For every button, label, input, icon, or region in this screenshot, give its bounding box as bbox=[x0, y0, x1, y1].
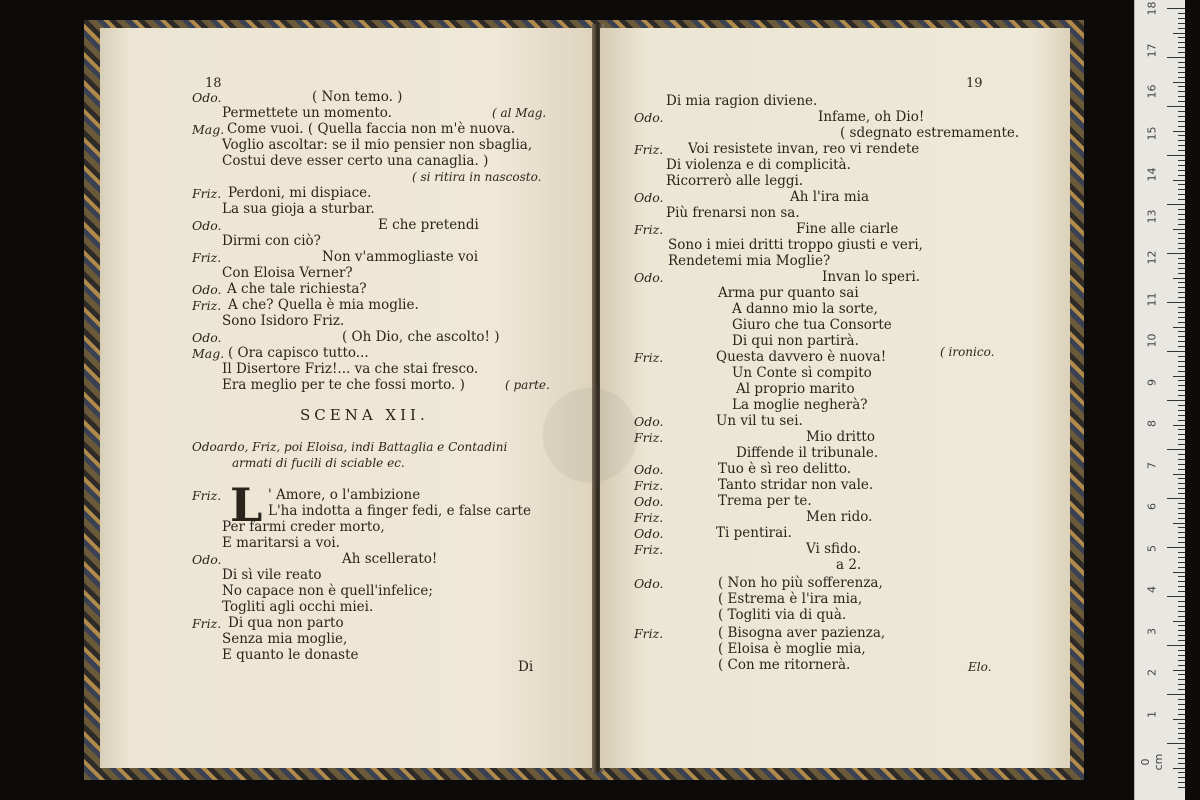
ruler-tick bbox=[1178, 488, 1185, 489]
ruler-tick bbox=[1178, 630, 1185, 631]
speaker-label: Friz. bbox=[634, 430, 664, 445]
ruler-tick bbox=[1178, 62, 1185, 63]
ruler-tick bbox=[1178, 371, 1185, 372]
ruler-tick bbox=[1178, 429, 1185, 430]
ruler-tick bbox=[1178, 655, 1185, 656]
verse-line: Senza mia moglie, bbox=[222, 631, 348, 647]
ruler-tick bbox=[1178, 640, 1185, 641]
ruler-tick bbox=[1178, 341, 1185, 342]
ruler-tick bbox=[1178, 483, 1185, 484]
verse-line: ' Amore, o l'ambizione bbox=[268, 487, 421, 503]
speaker-label: Friz. bbox=[634, 510, 664, 525]
verse-line: Perdoni, mi dispiace. bbox=[228, 185, 372, 201]
speaker-label: Odo. bbox=[192, 552, 222, 567]
verse-line: Ti pentirai. bbox=[716, 525, 792, 541]
ruler-tick bbox=[1178, 18, 1185, 19]
ruler-tick bbox=[1173, 474, 1185, 475]
ruler-tick bbox=[1178, 380, 1185, 381]
verse-line: Come vuoi. ( Quella faccia non m'è nuova. bbox=[227, 121, 516, 137]
ruler-tick bbox=[1178, 287, 1185, 288]
ruler-tick bbox=[1178, 542, 1185, 543]
ruler-tick bbox=[1178, 150, 1185, 151]
ruler-number: 3 bbox=[1145, 627, 1159, 635]
ruler-tick bbox=[1178, 527, 1185, 528]
speaker-label: Friz. bbox=[192, 488, 222, 503]
ruler-tick bbox=[1178, 140, 1185, 141]
ruler-tick bbox=[1178, 233, 1185, 234]
ruler-tick bbox=[1178, 86, 1185, 87]
verse-line: Ricorrerò alle leggi. bbox=[666, 173, 804, 189]
ruler-tick bbox=[1167, 302, 1185, 303]
catchword: Di bbox=[518, 659, 534, 675]
catchword: Elo. bbox=[968, 660, 992, 674]
ruler-tick bbox=[1178, 356, 1185, 357]
stage-direction: ( si ritira in nascosto. bbox=[412, 170, 542, 184]
verse-line: Voi resistete invan, reo vi rendete bbox=[688, 141, 920, 157]
ruler-tick bbox=[1178, 434, 1185, 435]
ruler-tick bbox=[1173, 572, 1185, 573]
ruler-tick bbox=[1173, 376, 1185, 377]
ruler-tick bbox=[1178, 405, 1185, 406]
ruler-tick bbox=[1178, 248, 1185, 249]
ruler-tick bbox=[1178, 312, 1185, 313]
speaker-label: Friz. bbox=[192, 186, 222, 201]
ruler-tick bbox=[1178, 444, 1185, 445]
verse-line: Costui deve esser certo una canaglia. ) bbox=[222, 153, 489, 169]
verse-line: Un vil tu sei. bbox=[716, 413, 803, 429]
ruler-tick bbox=[1167, 547, 1185, 548]
verse-line: Men rido. bbox=[806, 509, 873, 525]
speaker-label: Friz. bbox=[634, 350, 664, 365]
ruler-tick bbox=[1173, 425, 1185, 426]
verse-line: ( Non ho più sofferenza, bbox=[718, 575, 883, 591]
speaker-label: Friz. bbox=[192, 616, 222, 631]
scene-title: SCENA XII. bbox=[300, 406, 429, 424]
ruler-tick bbox=[1178, 42, 1185, 43]
ruler-tick bbox=[1178, 689, 1185, 690]
ruler-tick bbox=[1167, 351, 1185, 352]
ruler-tick bbox=[1178, 552, 1185, 553]
ruler-tick bbox=[1178, 116, 1185, 117]
ruler-tick bbox=[1178, 684, 1185, 685]
speaker-label: Odo. bbox=[634, 110, 664, 125]
speaker-label: Friz. bbox=[192, 250, 222, 265]
ruler-tick bbox=[1178, 748, 1185, 749]
ruler-tick bbox=[1178, 714, 1185, 715]
speaker-label: Odo. bbox=[634, 414, 664, 429]
ruler-tick bbox=[1167, 645, 1185, 646]
verse-line: E quanto le donaste bbox=[222, 647, 359, 663]
verse-line: ( Oh Dio, che ascolto! ) bbox=[342, 329, 500, 345]
ruler-tick bbox=[1178, 243, 1185, 244]
ruler-tick bbox=[1167, 400, 1185, 401]
ruler-tick bbox=[1178, 679, 1185, 680]
ruler-tick bbox=[1178, 346, 1185, 347]
ruler-tick bbox=[1178, 175, 1185, 176]
verse-line: ( Con me ritornerà. bbox=[718, 657, 851, 673]
ruler-tick bbox=[1173, 719, 1185, 720]
speaker-label: Odo. bbox=[192, 330, 222, 345]
ruler-tick bbox=[1178, 763, 1185, 764]
ruler-tick bbox=[1178, 336, 1185, 337]
ruler-tick bbox=[1178, 704, 1185, 705]
ruler-tick bbox=[1178, 67, 1185, 68]
ruler-tick bbox=[1178, 723, 1185, 724]
verse-line: Dirmi con ciò? bbox=[222, 233, 321, 249]
ruler-tick bbox=[1178, 493, 1185, 494]
ruler-tick bbox=[1178, 772, 1185, 773]
verse-line: E maritarsi a voi. bbox=[222, 535, 340, 551]
ruler-tick bbox=[1178, 307, 1185, 308]
page-number: 19 bbox=[966, 76, 983, 91]
verse-line: L'ha indotta a finger fedi, e false carte bbox=[268, 503, 531, 519]
verse-line: Arma pur quanto sai bbox=[718, 285, 859, 301]
ruler-tick bbox=[1178, 184, 1185, 185]
ruler-number: 18 bbox=[1145, 1, 1159, 16]
ruler-tick bbox=[1178, 111, 1185, 112]
speaker-label: Friz. bbox=[634, 626, 664, 641]
ruler-tick bbox=[1178, 635, 1185, 636]
verse-line: Togliti agli occhi miei. bbox=[222, 599, 374, 615]
speaker-label: Friz. bbox=[634, 142, 664, 157]
ruler-tick bbox=[1178, 665, 1185, 666]
verse-line: ( Ora capisco tutto... bbox=[228, 345, 369, 361]
ruler-number: 6 bbox=[1145, 503, 1159, 510]
ruler-tick bbox=[1167, 694, 1185, 695]
ruler-tick bbox=[1178, 135, 1185, 136]
ruler-tick bbox=[1167, 57, 1185, 58]
ruler-tick bbox=[1173, 180, 1185, 181]
ruler-number: 11 bbox=[1145, 292, 1159, 306]
ruler-tick bbox=[1178, 557, 1185, 558]
speaker-label: Friz. bbox=[192, 298, 222, 313]
ruler-tick bbox=[1178, 292, 1185, 293]
ruler-tick bbox=[1178, 567, 1185, 568]
stage-direction: ( ironico. bbox=[940, 345, 995, 359]
ruler-tick bbox=[1173, 327, 1185, 328]
ruler-tick bbox=[1178, 77, 1185, 78]
ruler-tick bbox=[1167, 155, 1185, 156]
verse-line: Di qui non partirà. bbox=[732, 333, 859, 349]
ruler-tick bbox=[1178, 459, 1185, 460]
ruler-tick bbox=[1178, 616, 1185, 617]
ruler-tick bbox=[1178, 52, 1185, 53]
ruler-tick bbox=[1178, 385, 1185, 386]
ruler-tick bbox=[1173, 82, 1185, 83]
verse-line: Ah scellerato! bbox=[342, 551, 438, 567]
verse-line: Rendetemi mia Moglie? bbox=[668, 253, 831, 269]
verse-line: Tuo è sì reo delitto. bbox=[718, 461, 852, 477]
ruler-tick bbox=[1173, 278, 1185, 279]
ruler-tick bbox=[1178, 28, 1185, 29]
verse-line: Con Eloisa Verner? bbox=[222, 265, 353, 281]
verse-line: Ah l'ira mia bbox=[790, 189, 870, 205]
verse-line: A danno mio la sorte, bbox=[732, 301, 878, 317]
verse-line: Giuro che tua Consorte bbox=[732, 317, 892, 333]
verse-line: Questa davvero è nuova! bbox=[716, 349, 887, 365]
ruler-tick bbox=[1167, 253, 1185, 254]
speaker-label: Odo. bbox=[192, 218, 222, 233]
verse-line: Più frenarsi non sa. bbox=[666, 205, 800, 221]
verse-line: Di violenza e di complicità. bbox=[666, 157, 851, 173]
ruler-number: 5 bbox=[1145, 544, 1159, 552]
ruler-number: 14 bbox=[1145, 167, 1159, 182]
verse-line: Vi sfido. bbox=[806, 541, 861, 557]
ruler-tick bbox=[1178, 91, 1185, 92]
verse-line: Tanto stridar non vale. bbox=[718, 477, 874, 493]
ruler-tick bbox=[1178, 331, 1185, 332]
verse-line: ( sdegnato estremamente. bbox=[840, 125, 1020, 141]
ruler-tick bbox=[1178, 189, 1185, 190]
ruler-tick bbox=[1178, 758, 1185, 759]
ruler-number: 8 bbox=[1145, 420, 1159, 427]
verse-line: A che? Quella è mia moglie. bbox=[228, 297, 419, 313]
verse-line: Il Disertore Friz!... va che stai fresco. bbox=[222, 361, 479, 377]
speaker-label: Odo. bbox=[634, 576, 664, 591]
ruler-number: 4 bbox=[1145, 586, 1159, 593]
ruler-tick bbox=[1178, 47, 1185, 48]
ruler-tick bbox=[1178, 170, 1185, 171]
scene-cast-line: armati di fucili di sciable ec. bbox=[232, 456, 405, 470]
speaker-label: Odo. bbox=[634, 462, 664, 477]
ruler-number: 12 bbox=[1145, 250, 1159, 265]
ruler-tick bbox=[1178, 282, 1185, 283]
ruler-tick bbox=[1178, 194, 1185, 195]
ruler-number: 1 bbox=[1145, 710, 1159, 718]
ruler-number: 13 bbox=[1145, 209, 1159, 223]
speaker-label: Friz. bbox=[634, 222, 664, 237]
ruler-tick bbox=[1178, 503, 1185, 504]
verse-line: Al proprio marito bbox=[736, 381, 855, 397]
verse-line: ( Eloisa è moglie mia, bbox=[718, 641, 866, 657]
verse-line: Di mia ragion diviene. bbox=[666, 93, 818, 109]
ruler-tick bbox=[1167, 498, 1185, 499]
ruler-tick bbox=[1178, 160, 1185, 161]
ruler-tick bbox=[1178, 415, 1185, 416]
ruler-tick bbox=[1178, 738, 1185, 739]
library-watermark bbox=[500, 360, 680, 510]
ruler-tick bbox=[1178, 782, 1185, 783]
speaker-label: Friz. bbox=[634, 542, 664, 557]
speaker-label: Mag. bbox=[192, 346, 225, 361]
verse-line: Diffende il tribunale. bbox=[736, 445, 879, 461]
speaker-label: Odo. bbox=[634, 190, 664, 205]
ruler-tick bbox=[1173, 768, 1185, 769]
ruler-number: 0 cm bbox=[1139, 753, 1165, 771]
ruler-tick bbox=[1178, 219, 1185, 220]
ruler-tick bbox=[1178, 366, 1185, 367]
ruler-tick bbox=[1178, 238, 1185, 239]
ruler-tick bbox=[1178, 224, 1185, 225]
ruler-tick bbox=[1178, 322, 1185, 323]
verse-line: Trema per te. bbox=[718, 493, 812, 509]
ruler-tick bbox=[1178, 395, 1185, 396]
ruler-tick bbox=[1178, 317, 1185, 318]
verse-line: ( Bisogna aver pazienza, bbox=[718, 625, 886, 641]
ruler-tick bbox=[1167, 8, 1185, 9]
speaker-label: Odo. bbox=[634, 494, 664, 509]
verse-line: Permettete un momento. bbox=[222, 105, 392, 121]
verse-line: Invan lo speri. bbox=[822, 269, 921, 285]
ruler-number: 17 bbox=[1145, 43, 1159, 57]
ruler-tick bbox=[1178, 37, 1185, 38]
ruler-tick bbox=[1178, 591, 1185, 592]
ruler-number: 15 bbox=[1145, 126, 1159, 140]
ruler-tick bbox=[1173, 523, 1185, 524]
ruler-tick bbox=[1167, 743, 1185, 744]
ruler-tick bbox=[1167, 106, 1185, 107]
verse-line: ( Togliti via di quà. bbox=[718, 607, 847, 623]
verse-line: La sua gioja a sturbar. bbox=[222, 201, 375, 217]
speaker-label: Friz. bbox=[634, 478, 664, 493]
ruler-tick bbox=[1178, 777, 1185, 778]
verse-line: ( Estrema è l'ira mia, bbox=[718, 591, 863, 607]
ruler-tick bbox=[1178, 787, 1185, 788]
verse-line: Voglio ascoltar: se il mio pensier non sbaglia, bbox=[222, 137, 533, 153]
drop-cap: L bbox=[230, 478, 263, 532]
ruler-tick bbox=[1178, 209, 1185, 210]
ruler-tick bbox=[1178, 733, 1185, 734]
ruler-tick bbox=[1178, 199, 1185, 200]
ruler-number: 16 bbox=[1145, 84, 1159, 99]
verse-line: Era meglio per te che fossi morto. ) bbox=[222, 377, 465, 393]
verse-line: Non v'ammogliaste voi bbox=[322, 249, 479, 265]
ruler-tick bbox=[1178, 532, 1185, 533]
ruler-tick bbox=[1173, 229, 1185, 230]
ruler-tick bbox=[1178, 753, 1185, 754]
ruler-tick bbox=[1178, 258, 1185, 259]
ruler-number: 9 bbox=[1145, 378, 1159, 386]
verse-line: A che tale richiesta? bbox=[227, 281, 367, 297]
verse-line: ( Non temo. ) bbox=[312, 89, 403, 105]
ruler-tick bbox=[1173, 33, 1185, 34]
ruler-tick bbox=[1178, 650, 1185, 651]
ruler-tick bbox=[1178, 121, 1185, 122]
verse-line: Infame, oh Dio! bbox=[818, 109, 925, 125]
verse-line: Di qua non parto bbox=[228, 615, 344, 631]
ruler-tick bbox=[1178, 586, 1185, 587]
verse-line: E che pretendi bbox=[378, 217, 479, 233]
ruler-tick bbox=[1178, 709, 1185, 710]
scene-cast-line: Odoardo, Friz, poi Eloisa, indi Battaglia e Contadini bbox=[192, 440, 508, 454]
ruler-tick bbox=[1167, 449, 1185, 450]
page-number: 18 bbox=[205, 76, 222, 91]
ruler-tick bbox=[1178, 263, 1185, 264]
ruler-tick bbox=[1178, 660, 1185, 661]
ruler-tick bbox=[1173, 131, 1185, 132]
ruler-tick bbox=[1178, 478, 1185, 479]
ruler-tick bbox=[1178, 606, 1185, 607]
ruler-tick bbox=[1178, 145, 1185, 146]
ruler-tick bbox=[1178, 439, 1185, 440]
ruler-tick bbox=[1178, 13, 1185, 14]
ruler-tick bbox=[1178, 96, 1185, 97]
verse-line: Sono Isidoro Friz. bbox=[222, 313, 345, 329]
ruler-tick bbox=[1178, 576, 1185, 577]
ruler-tick bbox=[1178, 23, 1185, 24]
ruler-number: 2 bbox=[1145, 669, 1159, 676]
ruler-tick bbox=[1178, 469, 1185, 470]
stage-direction: ( al Mag. bbox=[492, 106, 547, 120]
ruler-tick bbox=[1178, 214, 1185, 215]
ruler-tick bbox=[1178, 518, 1185, 519]
speaker-label: Odo. bbox=[634, 270, 664, 285]
ruler-tick bbox=[1178, 508, 1185, 509]
stage-direction: ( parte. bbox=[505, 378, 550, 392]
ruler-tick bbox=[1178, 728, 1185, 729]
ruler-tick bbox=[1178, 454, 1185, 455]
ruler-tick bbox=[1178, 674, 1185, 675]
ruler-tick bbox=[1178, 420, 1185, 421]
verse-line: Di sì vile reato bbox=[222, 567, 322, 583]
ruler-tick bbox=[1178, 126, 1185, 127]
verse-line: Fine alle ciarle bbox=[796, 221, 899, 237]
ruler-number: 10 bbox=[1145, 333, 1159, 348]
ruler-tick bbox=[1178, 625, 1185, 626]
speaker-label: Odo. bbox=[192, 90, 222, 105]
ruler-number: 7 bbox=[1145, 461, 1159, 469]
ruler-tick bbox=[1178, 72, 1185, 73]
ruler-tick bbox=[1178, 699, 1185, 700]
verse-line: Un Conte sì compito bbox=[732, 365, 872, 381]
verse-line: a 2. bbox=[836, 557, 862, 573]
ruler-tick bbox=[1178, 165, 1185, 166]
speaker-label: Mag. bbox=[192, 122, 225, 137]
ruler-tick bbox=[1178, 297, 1185, 298]
ruler-tick bbox=[1178, 101, 1185, 102]
ruler-tick bbox=[1178, 537, 1185, 538]
ruler-tick bbox=[1178, 581, 1185, 582]
ruler-tick bbox=[1167, 596, 1185, 597]
ruler-tick bbox=[1178, 273, 1185, 274]
ruler-tick bbox=[1178, 601, 1185, 602]
verse-line: La moglie negherà? bbox=[732, 397, 868, 413]
measuring-ruler bbox=[1134, 0, 1185, 800]
ruler-tick bbox=[1178, 390, 1185, 391]
ruler-tick bbox=[1178, 562, 1185, 563]
verse-line: No capace non è quell'infelice; bbox=[222, 583, 433, 599]
verse-line: Mio dritto bbox=[806, 429, 875, 445]
ruler-tick bbox=[1178, 361, 1185, 362]
ruler-tick bbox=[1178, 513, 1185, 514]
speaker-label: Odo. bbox=[192, 282, 222, 297]
ruler-tick bbox=[1178, 410, 1185, 411]
ruler-tick bbox=[1173, 621, 1185, 622]
verse-line: Per farmi creder morto, bbox=[222, 519, 385, 535]
ruler-tick bbox=[1178, 464, 1185, 465]
ruler-tick bbox=[1178, 268, 1185, 269]
speaker-label: Odo. bbox=[634, 526, 664, 541]
ruler-tick bbox=[1173, 670, 1185, 671]
ruler-tick bbox=[1178, 611, 1185, 612]
verse-line: Sono i miei dritti troppo giusti e veri, bbox=[668, 237, 923, 253]
ruler-tick bbox=[1167, 204, 1185, 205]
